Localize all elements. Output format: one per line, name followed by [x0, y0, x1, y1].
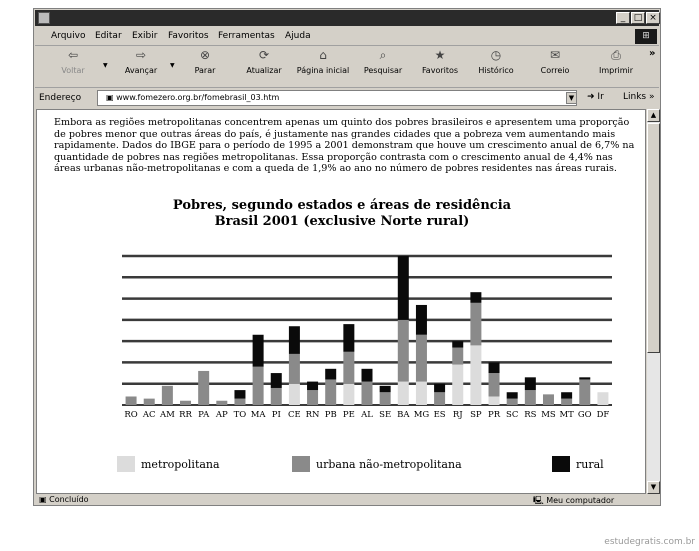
search-icon: ⌕ [379, 48, 387, 62]
links-button[interactable]: Links » [623, 92, 655, 102]
article-paragraph: Embora as regiões metropolitanas concentrem apenas um quinto dos pobres brasileiros e apresentem uma proporção de pobres menor que outras áreas do país, é justamente nas grandes cidades que a pobreza vem aumentando mais rapidamente. Dados do IBGE para o período de 1995 a 2001 demonstram que houve um crescimento anual de 6,7% na quantidade de pobres nas regiões metropolitanas. Essa proporção contrasta com o crescimento anual de 4,4% nas áreas urbanas não-metropolitanas e com a queda de 1,9% ao ano no número de pobres residentes nas áreas rurais. [54, 117, 635, 174]
bar-AC-urbana [144, 399, 155, 405]
tick-label-MG: MG [413, 410, 430, 420]
tick-label-RO: RO [124, 410, 138, 420]
vertical-scrollbar[interactable] [647, 109, 660, 494]
bar-MG-metropolitana [416, 382, 427, 405]
bar-CE-rural [289, 326, 300, 354]
favorites-button[interactable]: ★ Favoritos [421, 48, 459, 75]
menu-ajuda[interactable]: Ajuda [285, 31, 311, 41]
bar-PI-urbana [271, 388, 282, 405]
bar-CE-metropolitana [289, 384, 300, 405]
bar-RS-rural [525, 377, 536, 390]
tick-label-ES: ES [433, 410, 446, 420]
menu-editar[interactable]: Editar [95, 31, 122, 41]
bar-RN-urbana [307, 390, 318, 405]
back-arrow-icon: ⇦ [67, 48, 79, 62]
bar-SE-urbana [380, 392, 391, 405]
printer-icon: ⎙ [611, 48, 621, 62]
scroll-down-icon[interactable]: ▼ [647, 481, 660, 494]
legend-label-metropolitana: metropolitana [141, 458, 220, 471]
bar-RJ-rural [452, 341, 463, 347]
bar-PR-urbana [489, 373, 500, 396]
scroll-thumb[interactable] [647, 123, 660, 353]
bar-PA-urbana [198, 371, 209, 405]
bar-SP-rural [470, 292, 481, 303]
bar-SP-metropolitana [470, 345, 481, 405]
legend-swatch-urbana [292, 456, 310, 472]
bar-PE-urbana [343, 352, 354, 384]
tick-label-SP: SP [470, 410, 482, 420]
go-button[interactable]: ➜ Ir [587, 92, 604, 102]
bar-GO-urbana [579, 379, 590, 405]
windows-logo-icon: ⊞ [635, 29, 657, 44]
bar-MG-urbana [416, 335, 427, 382]
title-bar [35, 10, 659, 26]
address-label: Endereço [39, 93, 82, 103]
bar-PE-rural [343, 324, 354, 352]
ie-window-icon [38, 12, 50, 24]
browser-window [33, 8, 661, 506]
chart-title: Pobres, segundo estados e áreas de residência [172, 198, 512, 213]
tick-label-MA: MA [250, 410, 266, 420]
menu-exibir[interactable]: Exibir [132, 31, 158, 41]
tick-label-RN: RN [305, 410, 320, 420]
maximize-button[interactable]: □ [631, 12, 645, 24]
bar-PB-rural [325, 369, 336, 380]
go-arrow-icon: ➜ [587, 92, 595, 102]
menu-bar [35, 28, 659, 46]
history-icon: ◷ [490, 48, 502, 62]
forward-dropdown-icon[interactable]: ▼ [170, 62, 175, 69]
bar-MT-rural [561, 392, 572, 398]
bar-SC-urbana [507, 399, 518, 405]
tick-label-GO: GO [577, 410, 592, 420]
tick-label-BA: BA [397, 410, 410, 420]
tick-label-AL: AL [361, 410, 373, 420]
bar-MT-urbana [561, 399, 572, 405]
legend-swatch-metropolitana [117, 456, 135, 472]
bar-chart [37, 110, 646, 494]
toolbar-more-chevron[interactable]: » [649, 48, 656, 59]
menu-ferramentas[interactable]: Ferramentas [218, 31, 275, 41]
bar-PE-metropolitana [343, 384, 354, 405]
bar-ES-urbana [434, 392, 445, 405]
page-icon: ▣ [106, 93, 117, 102]
bar-DF-metropolitana [597, 392, 608, 405]
tick-label-PB: PB [324, 410, 337, 420]
scroll-up-icon[interactable]: ▲ [647, 109, 660, 122]
chart-subtitle: Brasil 2001 (exclusive Norte rural) [214, 214, 470, 229]
back-dropdown-icon[interactable]: ▼ [103, 62, 108, 69]
address-bar [35, 89, 659, 108]
legend-label-urbana: urbana não-metropolitana [316, 458, 462, 471]
bar-RO-urbana [126, 396, 137, 405]
refresh-button[interactable]: ⟳ Atualizar [246, 48, 282, 75]
search-button[interactable]: ⌕ Pesquisar [363, 48, 403, 75]
history-button[interactable]: ◷ Histórico [478, 48, 514, 75]
address-dropdown-icon[interactable]: ▼ [566, 92, 577, 104]
forward-arrow-icon: ⇨ [135, 48, 147, 62]
mail-button[interactable]: ✉ Correio [540, 48, 570, 75]
tick-label-RJ: RJ [452, 410, 463, 420]
address-input[interactable]: ▣ www.fomezero.org.br/fomebrasil_03.htm [97, 90, 577, 106]
back-button[interactable]: ⇦ Voltar [61, 48, 85, 75]
status-bar [35, 495, 659, 506]
tick-label-AM: AM [159, 410, 175, 420]
home-icon: ⌂ [319, 48, 327, 62]
tick-label-TO: TO [233, 410, 247, 420]
bar-AL-urbana [362, 382, 373, 405]
bar-PI-rural [271, 373, 282, 388]
bar-RN-rural [307, 382, 318, 391]
tick-label-PR: PR [487, 410, 501, 420]
favorites-icon: ★ [434, 48, 446, 62]
bar-BA-rural [398, 256, 409, 320]
tick-label-DF: DF [596, 410, 610, 420]
menu-favoritos[interactable]: Favoritos [168, 31, 209, 41]
toolbar [35, 46, 659, 88]
mail-icon: ✉ [549, 48, 561, 62]
minimize-button[interactable]: _ [616, 12, 630, 24]
status-done: ▣ Concluído [39, 495, 89, 504]
refresh-icon: ⟳ [258, 48, 270, 62]
bar-GO-rural [579, 377, 590, 379]
bar-BA-metropolitana [398, 382, 409, 405]
tick-label-MS: MS [541, 410, 556, 420]
bar-BA-urbana [398, 320, 409, 382]
stop-icon: ⊗ [199, 48, 211, 62]
bar-RS-urbana [525, 390, 536, 405]
bar-AL-rural [362, 369, 373, 382]
print-button[interactable]: ⎙ Imprimir [598, 48, 634, 75]
bar-SC-rural [507, 392, 518, 398]
tick-label-PI: PI [271, 410, 281, 420]
bar-SE-rural [380, 386, 391, 392]
bar-MA-rural [253, 335, 264, 367]
bar-RJ-metropolitana [452, 365, 463, 405]
stop-button[interactable]: ⊗ Parar [194, 48, 216, 75]
bar-ES-rural [434, 384, 445, 393]
bar-AM-urbana [162, 386, 173, 405]
bar-MS-urbana [543, 394, 554, 405]
bar-TO-urbana [234, 399, 245, 405]
legend-label-rural: rural [576, 458, 604, 471]
bar-TO-rural [234, 390, 245, 399]
tick-label-RR: RR [179, 410, 192, 420]
tick-label-RS: RS [524, 410, 537, 420]
tick-label-AP: AP [215, 410, 228, 420]
bar-MG-rural [416, 305, 427, 335]
bar-RJ-urbana [452, 348, 463, 365]
watermark: estudegratis.com.br [604, 537, 695, 547]
tick-label-CE: CE [288, 410, 301, 420]
tick-label-SE: SE [379, 410, 392, 420]
forward-button[interactable]: ⇨ Avançar [124, 48, 158, 75]
page-content [36, 109, 646, 494]
tick-label-MT: MT [559, 410, 574, 420]
home-button[interactable]: ⌂ Página inicial [296, 48, 350, 75]
computer-icon: 🖳 [533, 496, 544, 505]
tick-label-AC: AC [142, 410, 156, 420]
bar-AP-urbana [216, 401, 227, 405]
bar-SP-urbana [470, 303, 481, 346]
close-button[interactable]: × [646, 12, 660, 24]
legend-swatch-rural [552, 456, 570, 472]
bar-PB-urbana [325, 379, 336, 405]
status-zone: 🖳 Meu computador [533, 496, 615, 505]
bar-RR-urbana [180, 401, 191, 405]
tick-label-PE: PE [342, 410, 355, 420]
bar-MA-urbana [253, 367, 264, 405]
bar-CE-urbana [289, 354, 300, 384]
tick-label-PA: PA [198, 410, 210, 420]
tick-label-SC: SC [506, 410, 519, 420]
page-done-icon: ▣ [39, 495, 47, 504]
bar-PR-rural [489, 362, 500, 373]
bar-PR-metropolitana [489, 396, 500, 405]
menu-arquivo[interactable]: Arquivo [51, 31, 86, 41]
